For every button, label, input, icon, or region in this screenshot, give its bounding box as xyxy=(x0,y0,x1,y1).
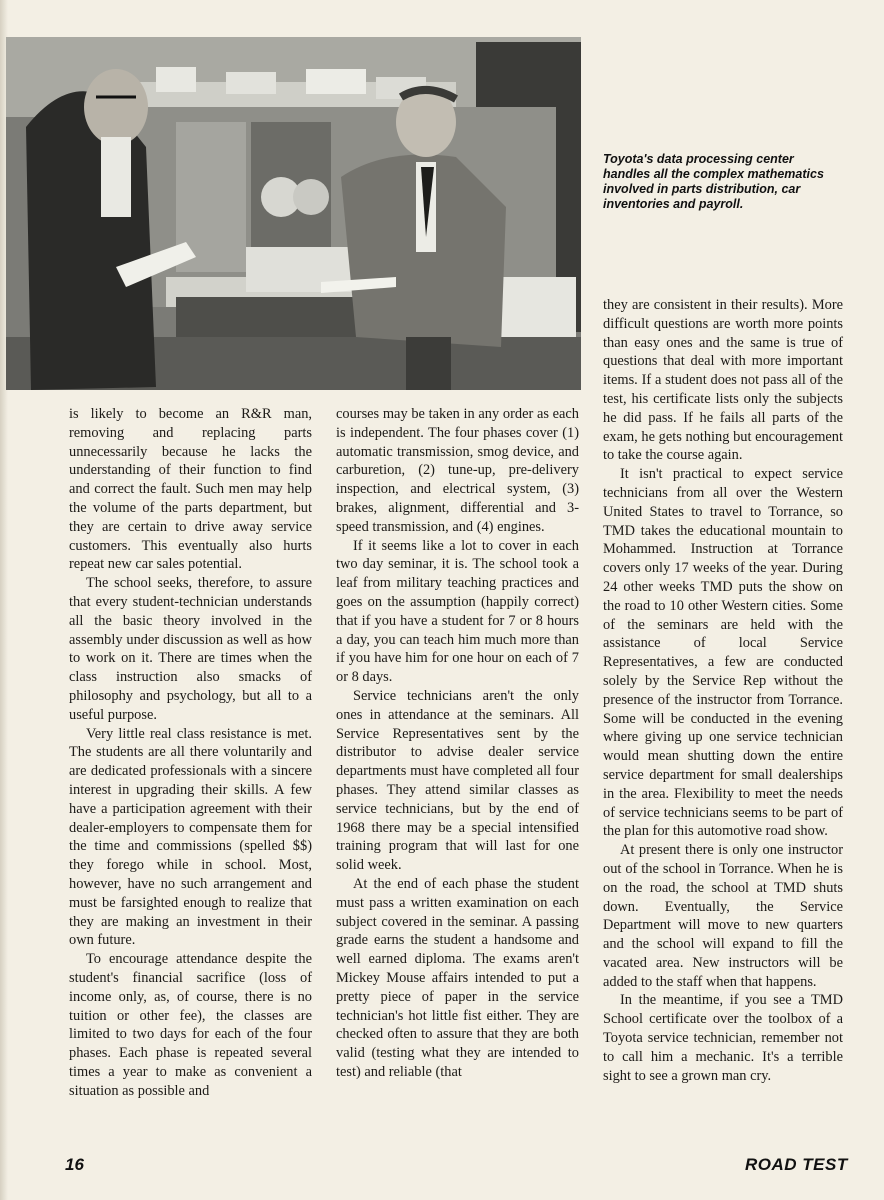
paragraph: To encourage attendance despite the student's financial sacrifice (loss of income only, as, of course, there is no tuition or other fee), the classes are limited to two days for each of the four phases. Each phase is repeated several times a year to make as convenient a situation as possible and xyxy=(69,951,312,1099)
article-column-1 xyxy=(69,405,312,1100)
photo-caption: Toyota's data processing center handles all the complex mathematics involved in parts distribution, car inventories and payroll. xyxy=(603,152,824,211)
article-column-3 xyxy=(603,296,843,1085)
paragraph: In the meantime, if you see a TMD School certificate over the toolbox of a Toyota service technician, remember not to call him a mechanic. It's a terrible sight to see a grown man cry. xyxy=(603,992,843,1084)
paragraph: is likely to become an R&R man, removing and replacing parts unnecessarily because he lacks the understanding of their function to find and correct the fault. Such men may help the volume of the parts department, but they are certain to drive away service customers. This eventually also hurts repeat new car sales potential. xyxy=(69,406,312,573)
photo-data-center-icon xyxy=(6,37,581,390)
paragraph: At the end of each phase the student must pass a written examination on each subject covered in the seminar. A passing grade earns the student a handsome and well earned diploma. The exams aren't Mickey Mouse affairs intended to put a pretty piece of paper in the service technician's hot little fist either. They are checked often to assure that they are both valid (testing what they are intended to test) and reliable (that xyxy=(336,875,579,1080)
paragraph: If it seems like a lot to cover in each two day seminar, it is. The school took a leaf from military teaching practices and goes on the assumption (happily correct) that if you have a student for 7 or 8 hours a day, you can teach him much more than if you have him for one hour on each of 7 or 8 days. xyxy=(336,537,579,686)
photo-data-center xyxy=(6,37,581,390)
paragraph: At present there is only one instructor out of the school in Torrance. When he is on the road, the school at TMD shuts down. Eventually, the Service Department will move to new quarters and the school will expand to fill the vacated area. New instructors will be added to the staff when that happens. xyxy=(603,842,843,990)
paragraph: Service technicians aren't the only ones in attendance at the seminars. All Service Representatives sent by the distributor to advise dealer service departments must have completed all four phases. They attend similar classes as service technicians, but by the end of 1968 there may be a special intensified training program that will last for one solid week. xyxy=(336,687,579,874)
paragraph: Very little real class resistance is met. The students are all there voluntarily and are dedicated professionals with a sincere interest in upgrading their skills. A few have a participation agreement with their dealer-employers to compensate them for the time and commissions (spelled $$) they forego while in school. Most, however, have no such arrangement and must be farsighted enough to realize that they are making an investment in their own future. xyxy=(69,725,312,949)
paragraph: they are consistent in their results). More difficult questions are worth more points than easy ones and the same is true of questions that deal with more important items. If a student does not pass all of the test, his certificate lists only the subjects he did pass. If he fails all parts of the exam, he gets nothing but encouragement to take the course again. xyxy=(603,297,843,464)
paragraph: The school seeks, therefore, to assure that every student-technician understands all the basic theory involved in the assembly under discussion as well as how to work on it. There are times when the class instruction also smacks of philosophy and psychology, but all to a useful purpose. xyxy=(69,575,312,723)
article-column-2 xyxy=(336,405,579,1082)
paragraph: courses may be taken in any order as each is independent. The four phases cover (1) automatic transmission, smog device, and carburetion, (2) tune-up, pre-delivery inspection, and electrical system, (3) brakes, alignment, differential and 3-speed transmission, and (4) engines. xyxy=(336,406,579,535)
page-number: 16 xyxy=(65,1155,84,1174)
magazine-name: ROAD TEST xyxy=(745,1155,848,1174)
paragraph: It isn't practical to expect service technicians from all over the Western United States to travel to Torrance, so TMD takes the educational mountain to Mohammed. Instruction at Torrance covers only 17 weeks of the year. During 24 other weeks TMD puts the show on the road to 10 other Western cities. Some of the seminars are held with the assistance of local Service Representatives, a few are conducted solely by the Service Rep without the presence of the instructor from Torrance. Some will be conducted in the evening where giving up one service technician would mean shutting down the entire service department for small dealerships in the area. Flexibility to meet the needs of service technicians seems to be part of the plan for this automotive road show. xyxy=(603,466,843,840)
